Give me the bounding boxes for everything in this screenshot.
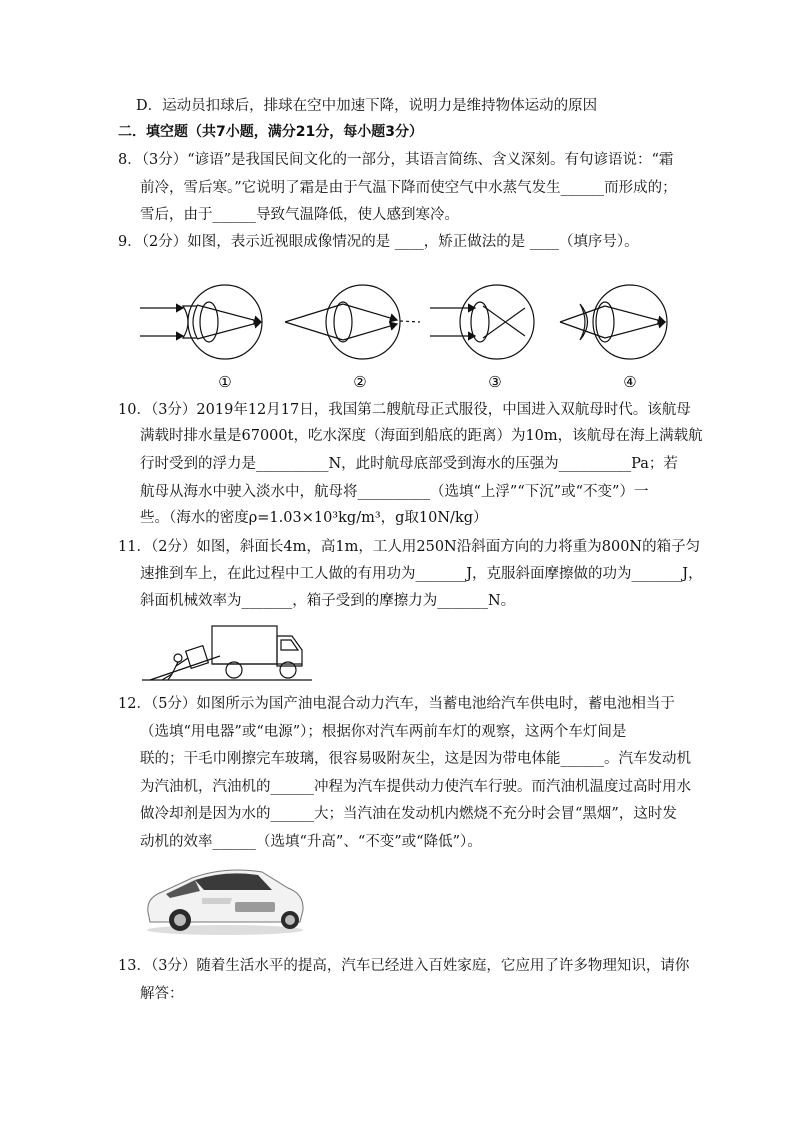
q13-line1: 13．（3分）随着生活水平的提高，汽车已经进入百姓家庭，它应用了许多物理知识，请你: [118, 958, 690, 974]
q12-line6: 动机的效率______（选填“升高”、“不变”或“降低”）。: [140, 834, 482, 850]
eye-diagrams: [135, 282, 675, 392]
truck-ramp-figure: [140, 618, 315, 684]
eye-label-3: ③: [488, 373, 502, 391]
q12-line3: 联的；干毛巾刚擦完车玻璃，很容易吸附灰尘，这是因为带电体能______。汽车发动机: [140, 751, 691, 767]
option-d: D．运动员扣球后，排球在空中加速下降，说明力是维持物体运动的原因: [136, 98, 598, 114]
eye-label-1: ①: [218, 373, 232, 391]
q9-line1: 9．（2分）如图，表示近视眼成像情况的是 ____，矫正做法的是 ____（填序号）。: [118, 234, 639, 250]
q8-line3: 雪后，由于______导致气温降低，使人感到寒冷。: [140, 207, 459, 223]
q11-line1: 11．（2分）如图，斜面长4m，高1m，工人用250N沿斜面方向的力将重为800N的箱子匀: [118, 539, 701, 555]
q10-line4: 航母从海水中驶入淡水中，航母将__________（选填“上浮”“下沉”或“不变”）一: [140, 484, 649, 500]
q8-line1: 8．（3分）“谚语”是我国民间文化的一部分，其语言简练、含义深刻。有句谚语说：“霜: [118, 152, 674, 168]
hybrid-car-figure: [140, 860, 310, 936]
q10-line2: 满载时排水量是67000t，吃水深度（海面到船底的距离）为10m，该航母在海上满载航: [140, 428, 703, 444]
q10-line3: 行时受到的浮力是__________N，此时航母底部受到海水的压强为__________Pa；若: [140, 456, 678, 472]
eye-label-4: ④: [623, 373, 637, 391]
q12-line2: （选填“用电器”或“电源”）；根据你对汽车两前车灯的观察，这两个车灯间是: [140, 724, 627, 740]
q12-line1: 12．（5分）如图所示为国产油电混合动力汽车，当蓄电池给汽车供电时，蓄电池相当于: [118, 696, 675, 712]
q11-line2: 速推到车上，在此过程中工人做的有用功为_______J，克服斜面摩擦做的功为_______J，: [140, 566, 703, 582]
eye-diagram-3: [430, 285, 534, 359]
q11-line3: 斜面机械效率为_______，箱子受到的摩擦力为_______N。: [140, 593, 516, 609]
section-heading: 二．填空题（共7小题，满分21分，每小题3分）: [118, 124, 423, 140]
q12-line5: 做冷却剂是因为水的______大；当汽油在发动机内燃烧不充分时会冒“黑烟”，这时发: [140, 806, 677, 822]
eye-diagram-2: [285, 285, 420, 359]
eye-diagram-1: [140, 285, 262, 359]
q10-line5: 些。（海水的密度ρ=1.03×10³kg/m³，g取10N/kg）: [140, 510, 488, 526]
q10-line1: 10．（3分）2019年12月17日，我国第二艘航母正式服役，中国进入双航母时代。该航母: [118, 402, 691, 418]
q13-line2: 解答：: [140, 986, 184, 1002]
q8-line2: 前冷，雪后寒。”它说明了霜是由于气温下降而使空气中水蒸气发生______而形成的；: [140, 180, 677, 196]
eye-diagram-4: [560, 285, 667, 359]
eye-label-2: ②: [353, 373, 367, 391]
q12-line4: 为汽油机，汽油机的______冲程为汽车提供动力使汽车行驶。而汽油机温度过高时用水: [140, 779, 691, 795]
